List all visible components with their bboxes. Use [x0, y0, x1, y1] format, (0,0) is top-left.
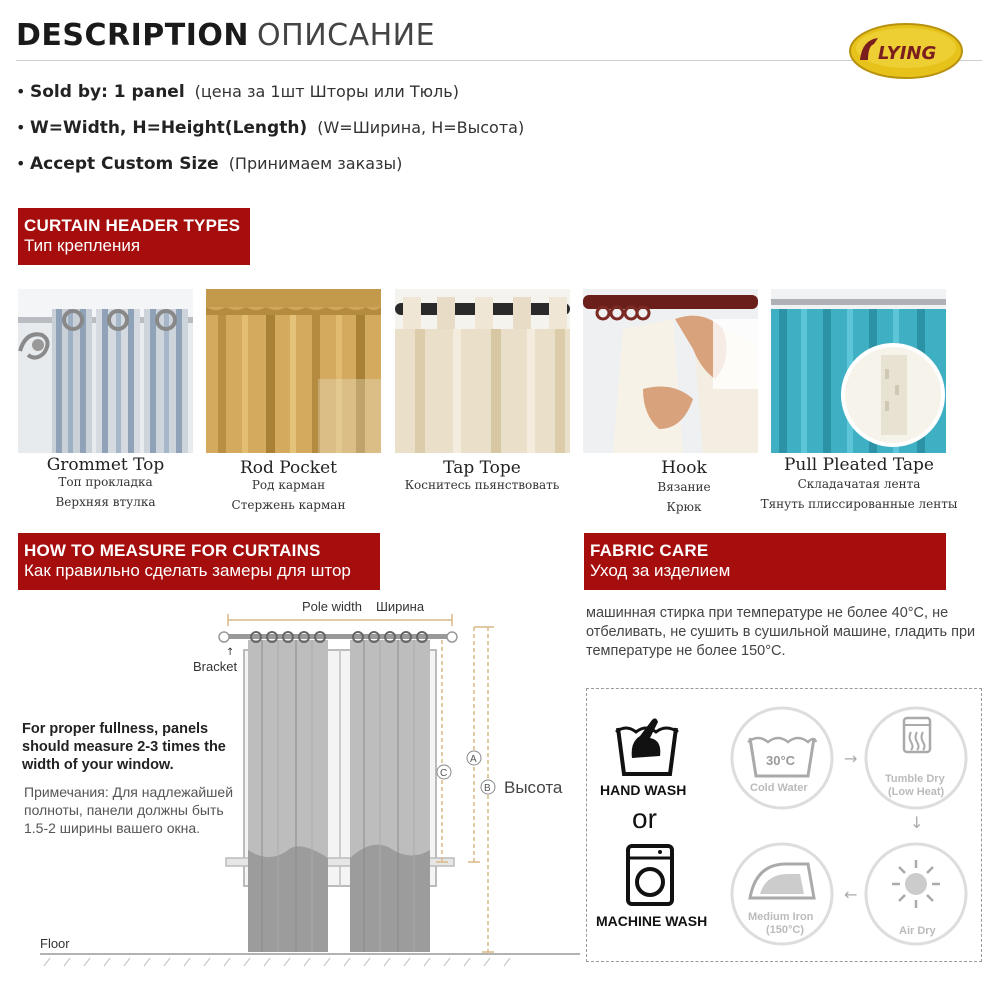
pole-width-ru-label: Ширина [376, 599, 425, 614]
bullet-sold-by [16, 80, 524, 116]
bullet-ru: (W=Ширина, H=Высота) [317, 118, 525, 137]
fabric-care-text: машинная стирка при температуре не более 40°С, не отбеливать, не сушить в сушильной машине, гладить при температуре не более 150°С. [586, 605, 976, 659]
header-type-sub2: Стержень карман [231, 498, 346, 512]
bullet-dimensions [16, 116, 524, 152]
care-icons [586, 688, 982, 962]
arrow-left-icon: ← [844, 885, 858, 904]
tumble-dry-label-1: Tumble Dry [885, 773, 945, 785]
hook-caption [598, 458, 770, 514]
fabric-care-banner [584, 533, 946, 590]
fullness-note-ru: Примечания: Для надлежайшей полноты, панели должны быть 1.5-2 ширины вашего окна. [24, 784, 234, 836]
tumble-dry-label-2: (Low Heat) [888, 786, 945, 798]
header-type-name: Grommet Top [46, 455, 165, 475]
title-divider [16, 60, 982, 61]
header-type-name: Hook [661, 458, 707, 478]
cold-water-label: Cold Water [750, 782, 808, 794]
header-type-name: Rod Pocket [239, 458, 338, 478]
header-type-sub1: Складачатая лента [797, 477, 921, 491]
dimension-b-label: B [484, 783, 491, 794]
flying-logo [848, 22, 964, 80]
how-to-measure-subtitle: Как правильно сделать замеры для штор [24, 561, 351, 580]
header-types-title: CURTAIN HEADER TYPES [24, 216, 241, 235]
bullet-custom-size [16, 152, 524, 188]
air-dry-label: Air Dry [899, 925, 936, 937]
header-type-sub1: Коснитесь пьянствовать [404, 478, 560, 492]
hand-wash-label: HAND WASH [600, 782, 687, 798]
bullet-ru: (цена за 1шт Шторы или Тюль) [194, 82, 459, 101]
header-type-sub2: Крюк [666, 500, 702, 514]
bullet-en: Sold by: 1 panel [30, 82, 185, 102]
dimension-c-label: C [440, 768, 448, 779]
header-type-name: Tap Tope [443, 458, 521, 478]
washing-machine-icon [628, 846, 672, 904]
header-type-sub1: Топ прокладка [58, 475, 153, 489]
how-to-measure-title: HOW TO MEASURE FOR CURTAINS [24, 541, 321, 560]
floor-label: Floor [40, 936, 70, 951]
title-ru: ОПИСАНИЕ [257, 18, 436, 53]
hook-photo [583, 289, 758, 453]
or-label: or [632, 803, 657, 834]
arrow-down-icon: ↓ [910, 813, 924, 832]
height-ru-label: Высота [504, 778, 563, 797]
sun-icon [892, 860, 940, 908]
grommet-top-caption [18, 455, 193, 509]
logo-text: LYING [878, 43, 937, 64]
medium-iron-label-1: Medium Iron [748, 911, 814, 923]
fabric-care-title: FABRIC CARE [590, 541, 709, 560]
fullness-note-en: For proper fullness, panels should measure 2-3 times the width of your window. [22, 721, 226, 773]
header-type-sub2: Тянуть плиссированные ленты [760, 497, 958, 511]
machine-wash-label: MACHINE WASH [596, 913, 708, 929]
rod-pocket-photo [206, 289, 381, 453]
tab-top-photo [395, 289, 570, 453]
header-types-banner [18, 208, 250, 265]
pull-pleated-tape-caption [752, 455, 966, 511]
bullet-en: Accept Custom Size [30, 154, 219, 174]
page-title [16, 18, 435, 53]
bracket-label: Bracket [193, 659, 238, 674]
dimension-a-label: A [470, 754, 477, 765]
arrow-right-icon: → [844, 749, 858, 768]
svg-text:↑: ↑ [226, 647, 235, 658]
header-types-subtitle: Тип крепления [24, 236, 141, 255]
spec-bullets [16, 80, 524, 188]
header-type-sub1: Род карман [251, 478, 326, 492]
bullet-ru: (Принимаем заказы) [228, 154, 403, 173]
pull-pleated-tape-photo [771, 289, 946, 453]
fabric-care-subtitle: Уход за изделием [590, 561, 731, 580]
wash-temp-label: 30°C [766, 753, 796, 768]
grommet-top-photo [18, 289, 193, 453]
bullet-en: W=Width, H=Height(Length) [30, 118, 308, 138]
medium-iron-label-2: (150°C) [766, 924, 805, 936]
how-to-measure-banner [18, 533, 380, 590]
hand-wash-icon [616, 718, 678, 774]
pole-width-label: Pole width [302, 599, 362, 614]
header-type-name: Pull Pleated Tape [783, 455, 934, 475]
header-type-sub1: Вязание [657, 480, 711, 494]
title-en: DESCRIPTION [16, 18, 250, 53]
rod-pocket-caption [206, 458, 371, 512]
header-type-sub2: Верхняя втулка [55, 495, 156, 509]
tab-top-caption [387, 458, 577, 492]
